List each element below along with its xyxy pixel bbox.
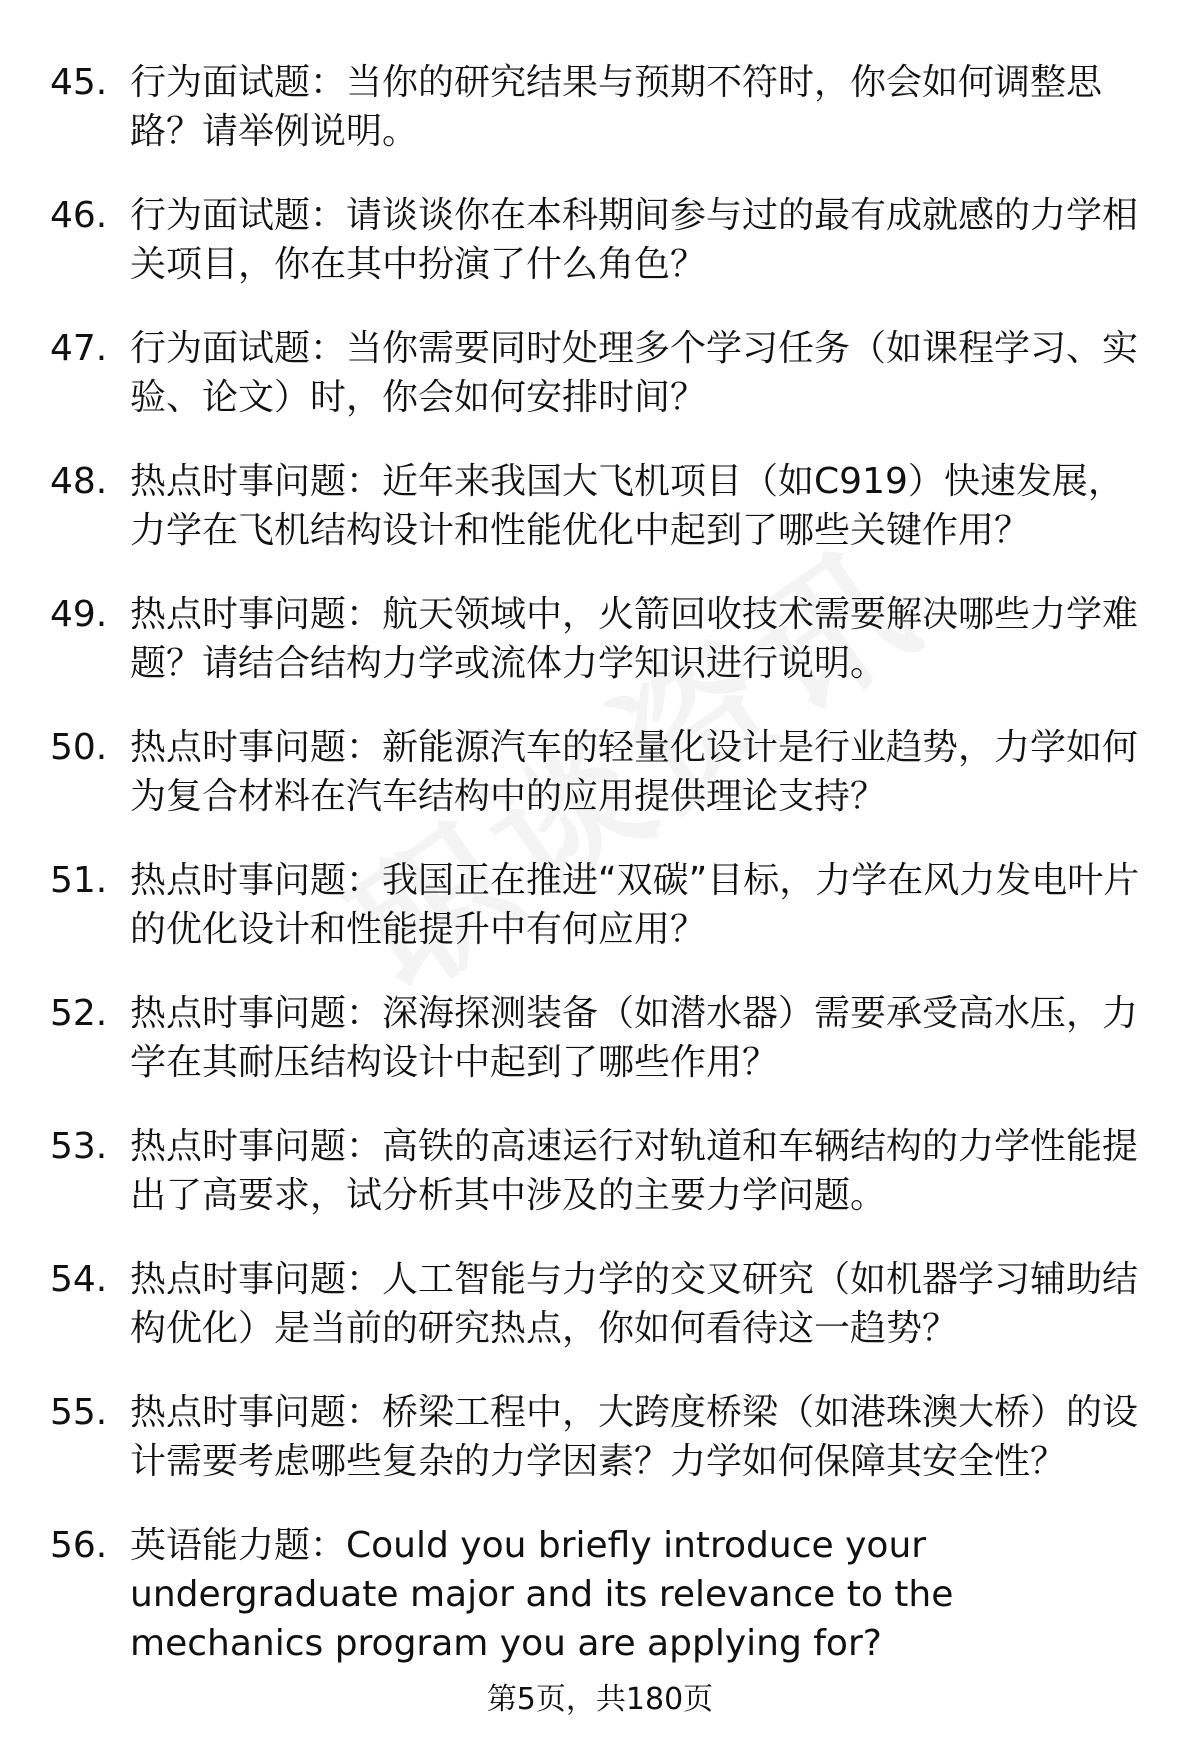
question-text: 热点时事问题：我国正在推进“双碳”目标，力学在风力发电叶片的优化设计和性能提升中有何应用？ [130, 860, 1140, 950]
question-number: 55. [50, 1392, 108, 1433]
page-number-label: 第5页，共180页 [486, 1682, 714, 1717]
question-number: 45. [50, 62, 108, 103]
question-number: 52. [50, 993, 108, 1034]
question-text: 热点时事问题：高铁的高速运行对轨道和车辆结构的力学性能提出了高要求，试分析其中涉及的主要力学问题。 [130, 1126, 1139, 1216]
question-number: 53. [50, 1126, 108, 1167]
question-text: 行为面试题：请谈谈你在本科期间参与过的最有成就感的力学相关项目，你在其中扮演了什么角色？ [130, 195, 1139, 285]
question-item [0, 723, 1200, 821]
question-item [0, 856, 1200, 954]
question-number: 47. [50, 328, 108, 369]
question-item [0, 1122, 1200, 1220]
question-item [0, 1521, 1200, 1668]
question-item [0, 989, 1200, 1087]
question-list [0, 58, 1200, 1703]
question-number: 51. [50, 860, 108, 901]
question-text: 热点时事问题：深海探测装备（如潜水器）需要承受高水压，力学在其耐压结构设计中起到了哪些作用？ [130, 993, 1139, 1083]
question-text: 行为面试题：当你需要同时处理多个学习任务（如课程学习、实验、论文）时，你会如何安排时间？ [130, 328, 1139, 418]
question-text: 热点时事问题：新能源汽车的轻量化设计是行业趋势，力学如何为复合材料在汽车结构中的应用提供理论支持？ [130, 727, 1139, 817]
question-item [0, 58, 1200, 156]
question-item [0, 191, 1200, 289]
question-item [0, 590, 1200, 688]
question-text: 热点时事问题：近年来我国大飞机项目（如C919）快速发展，力学在飞机结构设计和性能优化中起到了哪些关键作用？ [130, 461, 1124, 551]
page-footer [0, 1680, 1200, 1720]
question-item [0, 1255, 1200, 1353]
question-number: 48. [50, 461, 108, 502]
question-text: 热点时事问题：航天领域中，火箭回收技术需要解决哪些力学难题？请结合结构力学或流体力学知识进行说明。 [130, 594, 1139, 684]
question-item [0, 457, 1200, 555]
question-number: 54. [50, 1259, 108, 1300]
question-text: 热点时事问题：桥梁工程中，大跨度桥梁（如港珠澳大桥）的设计需要考虑哪些复杂的力学因素？力学如何保障其安全性？ [130, 1392, 1139, 1482]
question-text: 热点时事问题：人工智能与力学的交叉研究（如机器学习辅助结构优化）是当前的研究热点，你如何看待这一趋势？ [130, 1259, 1139, 1349]
question-number: 49. [50, 594, 108, 635]
question-text: 英语能力题：Could you briefly introduce your undergraduate major and its relevance to the mechanics program you are applying for? [130, 1525, 954, 1664]
question-item [0, 1388, 1200, 1486]
question-number: 50. [50, 727, 108, 768]
question-item [0, 324, 1200, 422]
question-number: 46. [50, 195, 108, 236]
question-text: 行为面试题：当你的研究结果与预期不符时，你会如何调整思路？请举例说明。 [130, 62, 1103, 152]
question-number: 56. [50, 1525, 108, 1566]
